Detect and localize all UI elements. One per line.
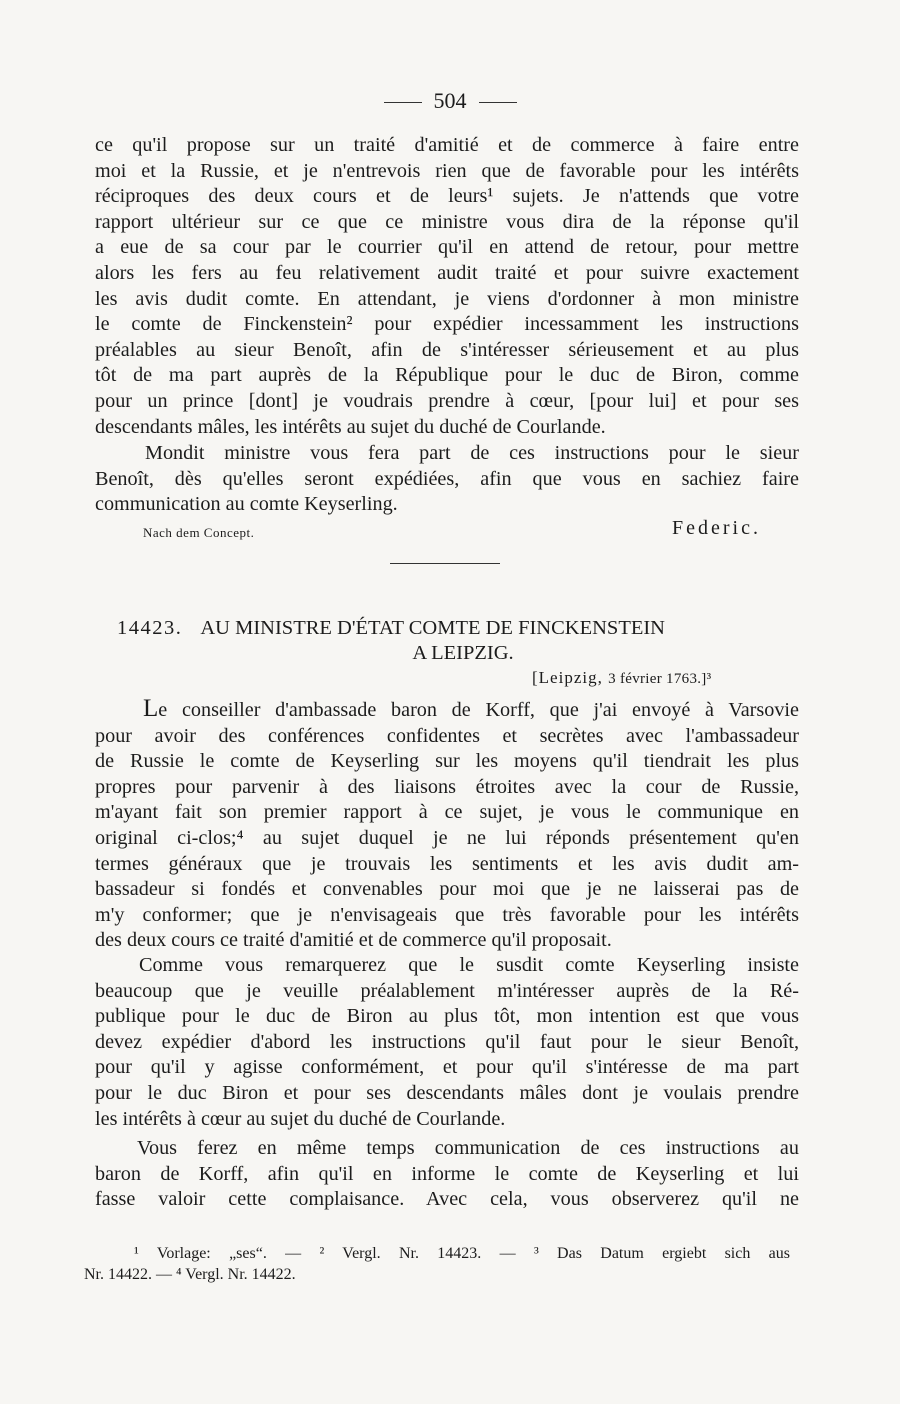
dateline-place: [Leipzig,: [532, 668, 603, 687]
text-line: ce qu'il propose sur un traité d'amitié et de commerce à faire entre: [95, 134, 799, 156]
text-line: pour un prince [dont] je voudrais prendre à cœur, [pour lui] et pour ses: [95, 389, 799, 412]
text-line: a eue de sa cour par le courrier qu'il en attend de retour, pour mettre: [95, 236, 799, 259]
text-line: beaucoup que je veuille préalablement m'intéresser auprès de la Ré-: [95, 979, 799, 1002]
text-line: préalables au sieur Benoît, afin de s'intéresser sérieusement et au plus: [95, 338, 799, 361]
text-line: devez expédier d'abord les instructions qu'il faut pour le sieur Benoît,: [95, 1030, 799, 1053]
text-line: les avis dudit comte. En attendant, je viens d'ordonner à mon ministre: [95, 287, 799, 310]
text-line: tôt de ma part auprès de la République pour le duc de Biron, comme: [95, 364, 799, 387]
text-line: m'ayant fait son premier rapport à ce sujet, je vous le communique en: [95, 801, 799, 824]
source-note: Nach dem Concept.: [143, 525, 255, 540]
text-line: descendants mâles, les intérêts au sujet du duché de Courlande.: [95, 415, 606, 438]
text-line: les intérêts à cœur au sujet du duché de Courlande.: [95, 1107, 506, 1130]
heading-title: AU MINISTRE D'ÉTAT COMTE DE FINCKENSTEIN: [200, 617, 665, 639]
text-line: Vous ferez en même temps communication de ces instructions au: [137, 1137, 799, 1159]
dateline: [532, 668, 711, 688]
text-line: original ci-clos;⁴ au sujet duquel je ne lui réponds présentement qu'en: [95, 826, 799, 849]
text-line: Mondit ministre vous fera part de ces instructions pour le sieur: [145, 442, 799, 464]
letter2-paragraph2: [95, 953, 799, 1132]
footnote-line: Nr. 14422. — ⁴ Vergl. Nr. 14422.: [84, 1266, 296, 1283]
text-line: des deux cours ce traité d'amitié et de commerce qu'il proposait.: [95, 929, 612, 952]
text-line-rest: e conseiller d'ambassade baron de Korff, que j'ai envoyé à Varsovie: [158, 699, 799, 721]
text-line: bassadeur si fondés et convenables pour moi que je ne laisserai pas de: [95, 878, 799, 901]
footnote-line: ¹ Vorlage: „ses“. — ² Vergl. Nr. 14423. — ³ Das Datum ergiebt sich aus: [134, 1245, 790, 1262]
text-line: rapport ultérieur sur ce que ce ministre vous dira de la réponse qu'il: [95, 210, 799, 233]
text-line: m'y conformer; que je n'envisageais que très favorable pour les intérêts: [95, 903, 799, 926]
header-dash-right: [479, 102, 517, 103]
footnotes: [84, 1243, 790, 1285]
text-line: propres pour parvenir à des liaisons étroites avec la cour de Russie,: [95, 775, 799, 798]
text-line: moi et la Russie, et je n'entrevois rien que de favorable pour les intérêts: [95, 159, 799, 182]
dateline-date: 3 février 1763.]³: [608, 671, 712, 687]
text-line: alors les fers au feu relativement audit traité et pour suivre exactement: [95, 261, 799, 284]
letter-number: 14423.: [117, 617, 183, 639]
letter2-paragraph3: [95, 1136, 799, 1213]
text-line: pour le duc Biron et pour ses descendants mâles dont je voulais prendre: [95, 1081, 799, 1104]
text-line: termes généraux que je trouvais les sentiments et les avis dudit am-: [95, 852, 799, 875]
text-line: de Russie le comte de Keyserling sur les moyens qu'il tiendrait les plus: [95, 750, 799, 773]
page-number: 504: [433, 88, 467, 113]
header-dash-left: [384, 102, 422, 103]
letter1-paragraph1: [95, 133, 799, 440]
text-line: baron de Korff, afin qu'il en informe le comte de Keyserling et lui: [95, 1162, 799, 1185]
letter-heading: [117, 616, 779, 666]
text-line: pour qu'il y agisse conformément, et pour qu'il s'intéresse de ma part: [95, 1056, 799, 1079]
text-line: fasse valoir cette complaisance. Avec cela, vous observerez qu'il ne: [95, 1188, 799, 1211]
page-number-header: [0, 88, 900, 114]
heading-line-2: A LEIPZIG.: [412, 642, 514, 664]
heading-line-1: [117, 616, 779, 641]
text-line: le comte de Finckenstein² pour expédier incessamment les instructions: [95, 313, 799, 336]
initial-letter: L: [143, 695, 159, 722]
text-line: pour avoir des conférences confidentes et secrètes avec l'ambassadeur: [95, 724, 799, 747]
text-line: communication au comte Keyserling.: [95, 493, 398, 516]
text-line: Benoît, dès qu'elles seront expédiées, afin que vous en sachiez faire: [95, 467, 799, 490]
text-line: Comme vous remarquerez que le susdit comte Keyserling insiste: [139, 954, 799, 976]
text-line: publique pour le duc de Biron au plus tôt, mon intention est que vous: [95, 1005, 799, 1028]
section-divider: [390, 563, 500, 564]
text-line: réciproques des deux cours et de leurs¹ sujets. Je n'attends que votre: [95, 185, 799, 208]
letter1-paragraph2: [95, 441, 799, 518]
letter2-paragraph1: [95, 696, 799, 954]
text-line: [95, 696, 799, 724]
signature: Federic.: [672, 517, 761, 539]
